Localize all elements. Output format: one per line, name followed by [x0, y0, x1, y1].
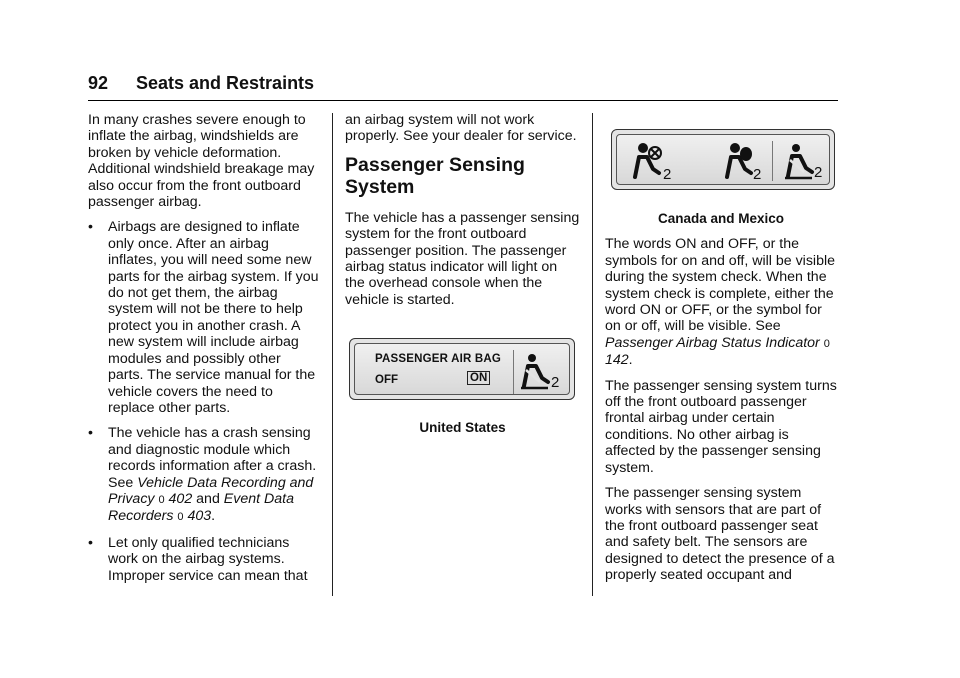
- page-arrow-icon: 0: [823, 337, 830, 350]
- svg-text:2: 2: [551, 374, 560, 391]
- column-3: [605, 192, 837, 593]
- column-1: [88, 112, 320, 593]
- bullet-text: Airbags are designed to inflate only once. After an airbag inflates, you will need some new parts for the airbag system. If you do not get them, the airbag system will not be there to help protect you in another crash. A new system will include airbag modules and possibly other parts. The service manual for the vehicle covers the need to replace other parts.: [108, 219, 319, 416]
- column-divider: [332, 113, 333, 596]
- on-label: ON: [467, 371, 490, 385]
- svg-text:2: 2: [663, 166, 672, 183]
- continued-paragraph: an airbag system will not work properly. See your dealer for service.: [345, 112, 577, 145]
- svg-text:2: 2: [814, 164, 823, 181]
- cross-reference-link[interactable]: Passenger Airbag Status Indicator 0 142: [605, 334, 830, 369]
- ref-page: 402: [168, 490, 193, 507]
- intro-paragraph: In many crashes severe enough to inflate the airbag, windshields are broken by vehicle deformation. Additional windshield breakage may also occur from the front outboard passenger airbag.: [88, 112, 315, 211]
- bullet-item: [88, 535, 320, 584]
- bullet-text: Let only qualified technicians work on the airbag systems. Improper service can mean that: [108, 534, 308, 584]
- panel-divider: [513, 350, 514, 394]
- section-heading: Passenger Sensing System: [345, 153, 525, 198]
- passenger-seatbelt-icon: [782, 141, 828, 183]
- paragraph: The passenger sensing system turns off the front outboard passenger frontal airbag under certain conditions. No other airbag is affected by the passenger sensing system.: [605, 377, 837, 476]
- passenger-airbag-label: PASSENGER AIR BAG: [375, 353, 502, 365]
- bullet-text: The vehicle has a crash sensing and diagnostic module which records information after a crash. See: [108, 425, 317, 491]
- bullet-marker: •: [88, 534, 93, 551]
- panel-divider: [772, 141, 773, 181]
- svg-text:2: 2: [753, 166, 762, 183]
- page-arrow-icon: 0: [177, 511, 184, 524]
- page-header: [88, 70, 838, 101]
- bullet-marker: •: [88, 425, 93, 442]
- cross-reference-link[interactable]: Vehicle Data Recording and Privacy 0 402: [108, 474, 314, 507]
- ref-page: 403: [187, 508, 212, 525]
- cross-reference-link[interactable]: Event Data Recorders 0 403: [108, 490, 294, 525]
- section-body: The vehicle has a passenger sensing system for the front outboard passenger position. The passenger airbag status indicator will light on the overhead console when the vehicle is started.: [345, 209, 580, 308]
- paragraph: The words ON and OFF, or the symbols for on and off, will be visible during the system check. When the system check is complete, either the word ON or OFF, or the symbol for on or off, will be visible. See Passenger Airbag Status Indicator 0 142.: [605, 236, 835, 369]
- airbag-on-icon: [717, 141, 767, 183]
- column-2: [345, 112, 580, 317]
- passenger-seatbelt-icon: [518, 352, 564, 392]
- bullet-item: • The vehicle has a crash sensing and diagnostic module which records information after a crash. See Vehicle Data Recording and Privacy 0 402 and Event Data Recorders 0 403.: [88, 425, 317, 525]
- column-divider: [592, 113, 593, 596]
- ref-page: 142: [605, 352, 629, 369]
- airbag-off-icon: [625, 141, 677, 183]
- canada-mexico-status-panel: [611, 129, 835, 190]
- bullet-item: [88, 219, 320, 416]
- off-label: OFF: [375, 374, 398, 386]
- figure-caption: Canada and Mexico: [657, 211, 785, 226]
- page-number: 92: [88, 73, 109, 93]
- page-arrow-icon: 0: [158, 493, 165, 506]
- page-title: Seats and Restraints: [136, 73, 315, 93]
- us-status-indicator-panel: [349, 338, 575, 400]
- bullet-marker: •: [88, 219, 93, 236]
- figure-caption: United States: [419, 420, 506, 435]
- paragraph: The passenger sensing system works with sensors that are part of the front outboard passenger seat and safety belt. The sensors are designed to detect the presence of a properly seated occupant and: [605, 485, 835, 584]
